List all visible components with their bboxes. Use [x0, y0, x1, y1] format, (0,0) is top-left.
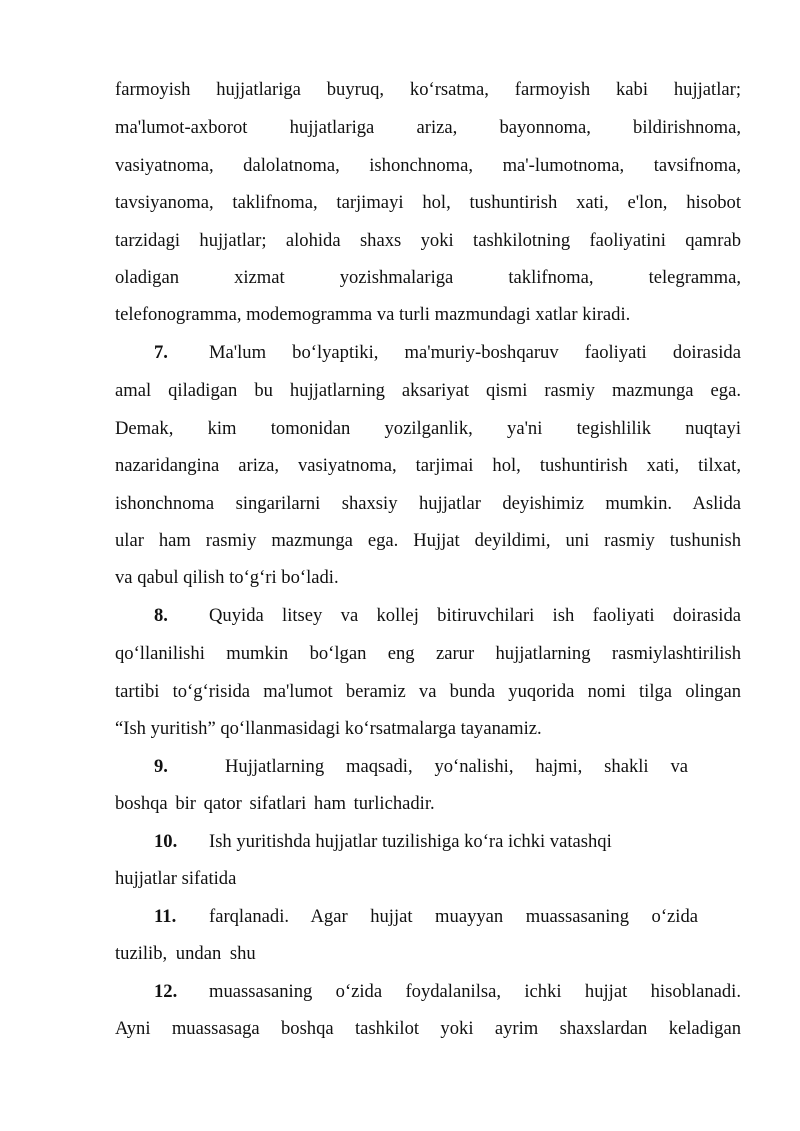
item-number: 7. [154, 342, 168, 363]
text-line: ishonchnoma singarilarni shaxsiy hujjatlar deyishimiz mumkin. Aslida [115, 493, 741, 514]
text-line: oladigan xizmat yozishmalariga taklifnoma, telegramma, [115, 267, 741, 288]
item-number: 11. [154, 906, 177, 927]
list-item-11 [154, 904, 698, 930]
list-item-12 [154, 979, 741, 1005]
text-line: nazaridangina ariza, vasiyatnoma, tarjimai hol, tushuntirish xati, tilxat, [115, 455, 741, 476]
text-line: tuzilib, undan shu [115, 943, 256, 964]
text-line: farqlanadi. Agar hujjat muayyan muassasaning o‘zida [209, 906, 698, 927]
text-line: ular ham rasmiy mazmunga ega. Hujjat deyildimi, uni rasmiy tushunish [115, 530, 741, 551]
text-line: Hujjatlarning maqsadi, yo‘nalishi, hajmi, shakli va [225, 756, 688, 777]
text-line: telefonogramma, modemogramma va turli mazmundagi xatlar kiradi. [115, 304, 631, 325]
text-line: farmoyish hujjatlariga buyruq, ko‘rsatma, farmoyish kabi hujjatlar; [115, 79, 741, 100]
list-item-7 [154, 340, 741, 366]
item-number: 12. [154, 981, 178, 1002]
text-line: va qabul qilish to‘g‘ri bo‘ladi. [115, 567, 339, 588]
text-line: ma'lumot-axborot hujjatlariga ariza, bayonnoma, bildirishnoma, [115, 117, 741, 138]
item-number: 8. [154, 605, 168, 626]
text-line: “Ish yuritish” qo‘llanmasidagi ko‘rsatmalarga tayanamiz. [115, 718, 542, 739]
item-number: 9. [154, 756, 168, 777]
text-line: vasiyatnoma, dalolatnoma, ishonchnoma, ma'-lumotnoma, tavsifnoma, [115, 155, 741, 176]
list-item-8 [154, 603, 741, 629]
text-line: tavsiyanoma, taklifnoma, tarjimayi hol, tushuntirish xati, e'lon, hisobot [115, 192, 741, 213]
item-number: 10. [154, 831, 178, 852]
text-line: tarzidagi hujjatlar; alohida shaxs yoki tashkilotning faoliyatini qamrab [115, 230, 741, 251]
list-item-10 [154, 829, 684, 855]
text-line: tartibi to‘g‘risida ma'lumot beramiz va bunda yuqorida nomi tilga olingan [115, 681, 741, 702]
text-line: hujjatlar sifatida [115, 868, 237, 889]
text-line: Ayni muassasaga boshqa tashkilot yoki ayrim shaxslardan keladigan [115, 1018, 741, 1039]
text-line: Demak, kim tomonidan yozilganlik, ya'ni tegishlilik nuqtayi [115, 418, 741, 439]
text-line: muassasaning o‘zida foydalanilsa, ichki hujjat hisoblanadi. [209, 981, 741, 1002]
text-line: Quyida litsey va kollej bitiruvchilari ish faoliyati doirasida [209, 605, 741, 626]
text-line: Ma'lum bo‘lyaptiki, ma'muriy-boshqaruv faoliyati doirasida [209, 342, 741, 363]
text-line: qo‘llanilishi mumkin bo‘lgan eng zarur hujjatlarning rasmiylashtirilish [115, 643, 741, 664]
text-line: boshqa bir qator sifatlari ham turlichadir. [115, 793, 435, 814]
text-line: amal qiladigan bu hujjatlarning aksariyat qismi rasmiy mazmunga ega. [115, 380, 741, 401]
text-line: Ish yuritishda hujjatlar tuzilishiga ko‘ra ichki vatashqi [209, 831, 612, 852]
list-item-9 [154, 754, 688, 780]
